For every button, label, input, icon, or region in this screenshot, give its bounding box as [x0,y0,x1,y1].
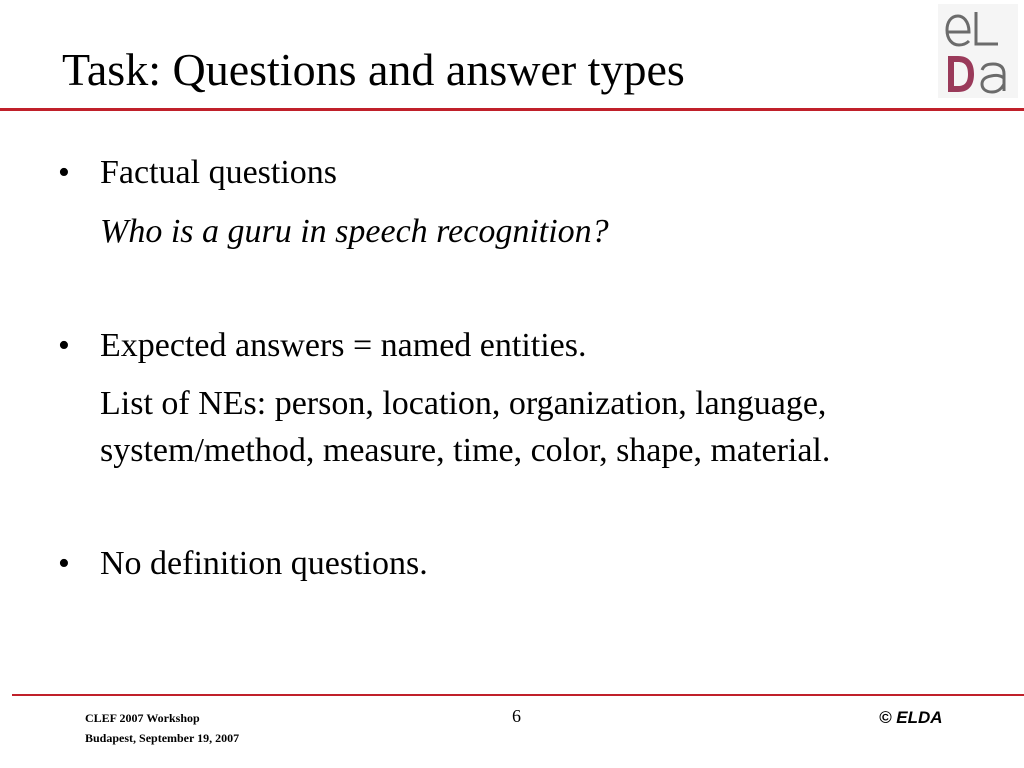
footer-location-date: Budapest, September 19, 2007 [85,731,240,745]
bullet-marker: • [58,327,70,364]
example-question: Who is a guru in speech recognition? [100,213,609,250]
elda-logo [938,4,1018,98]
ne-list-line: List of NEs: person, location, organization, language, [100,385,827,422]
slide-title: Task: Questions and answer types [62,44,685,95]
footer-event: CLEF 2007 Workshop [85,711,200,725]
bullet-text: Factual questions [100,154,338,191]
bullet-text: No definition questions. [100,545,428,582]
bullet-text: Expected answers = named entities. [100,327,587,364]
bullet-marker: • [58,545,70,582]
page-number: 6 [512,706,521,726]
bullet-marker: • [58,154,70,191]
title-divider [0,108,1024,111]
elda-logo-icon [938,4,1018,98]
ne-list-line: system/method, measure, time, color, shape, material. [100,432,831,469]
footer-divider [12,694,1024,696]
copyright-notice: © ELDA [879,708,943,727]
